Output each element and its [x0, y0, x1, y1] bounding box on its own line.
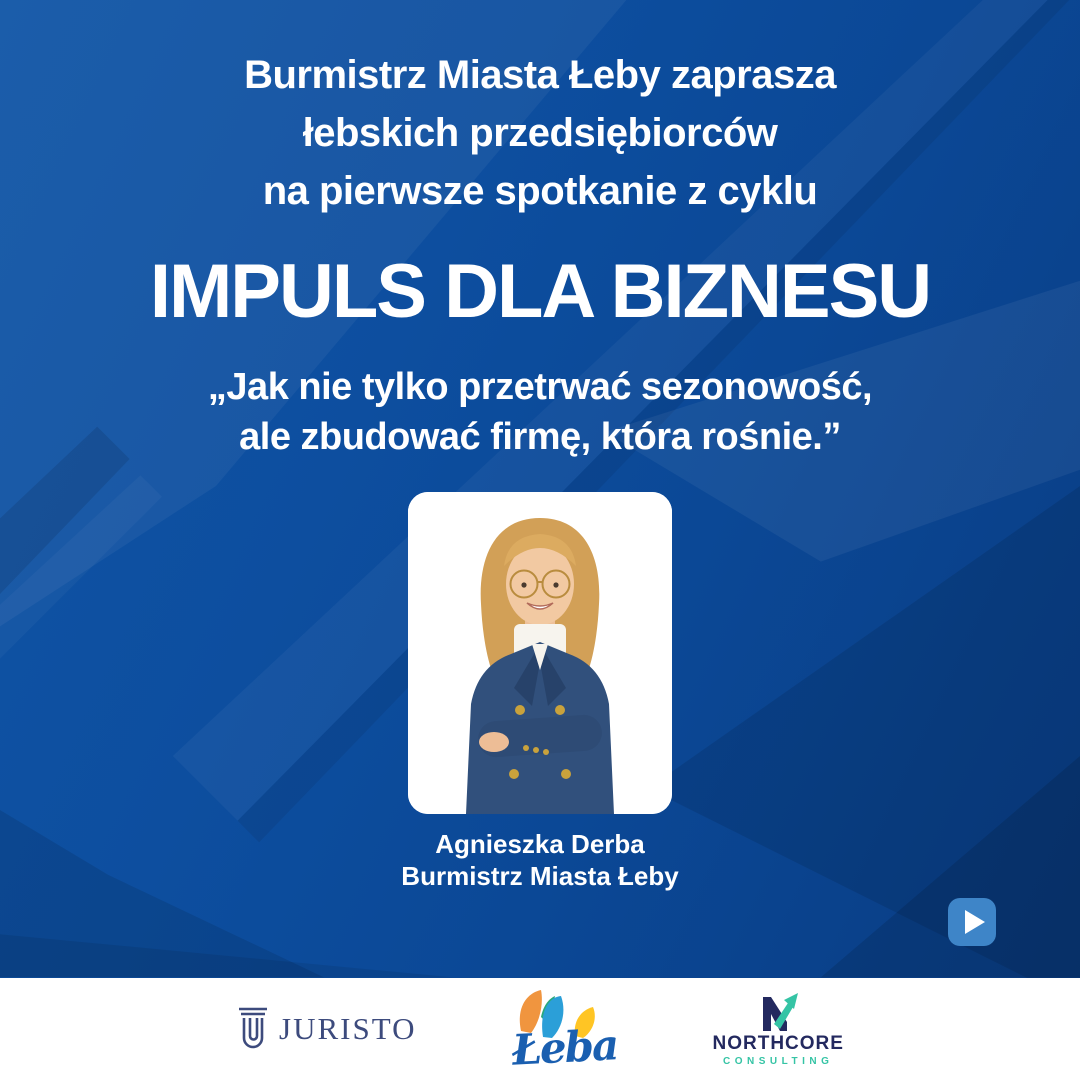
speaker-role: Burmistrz Miasta Łeby	[401, 861, 679, 891]
leba-logo	[505, 987, 625, 1075]
juristo-logo	[236, 1006, 416, 1052]
event-title: IMPULS DLA BIZNESU	[149, 249, 931, 334]
northcore-logo	[713, 992, 844, 1067]
play-button[interactable]	[948, 898, 996, 946]
speaker-name: Agnieszka Derba	[435, 829, 645, 859]
speaker-photo	[408, 492, 672, 814]
northcore-label: NORTHCORE	[712, 1032, 844, 1054]
juristo-label: JURISTO	[279, 1011, 417, 1046]
leba-label: Łeba	[510, 1019, 619, 1075]
speaker-photo-card	[408, 492, 672, 814]
intro-line-1: Burmistrz Miasta Łeby zaprasza	[244, 53, 836, 97]
quote-line-1: „Jak nie tylko przetrwać sezonowość,	[207, 366, 873, 408]
quote-line-2: ale zbudować firmę, która rośnie.”	[239, 416, 841, 458]
footer-logos	[0, 978, 1080, 1080]
quote-text	[0, 362, 1080, 462]
play-icon	[965, 910, 985, 934]
juristo-column-icon	[236, 1006, 270, 1052]
northcore-arrow-icon	[757, 992, 799, 1032]
intro-text	[0, 46, 1080, 220]
intro-line-3: na pierwsze spotkanie z cyklu	[262, 169, 818, 213]
speaker-caption	[0, 828, 1080, 892]
intro-line-2: łebskich przedsiębiorców	[302, 111, 778, 155]
northcore-sublabel: CONSULTING	[723, 1055, 834, 1067]
